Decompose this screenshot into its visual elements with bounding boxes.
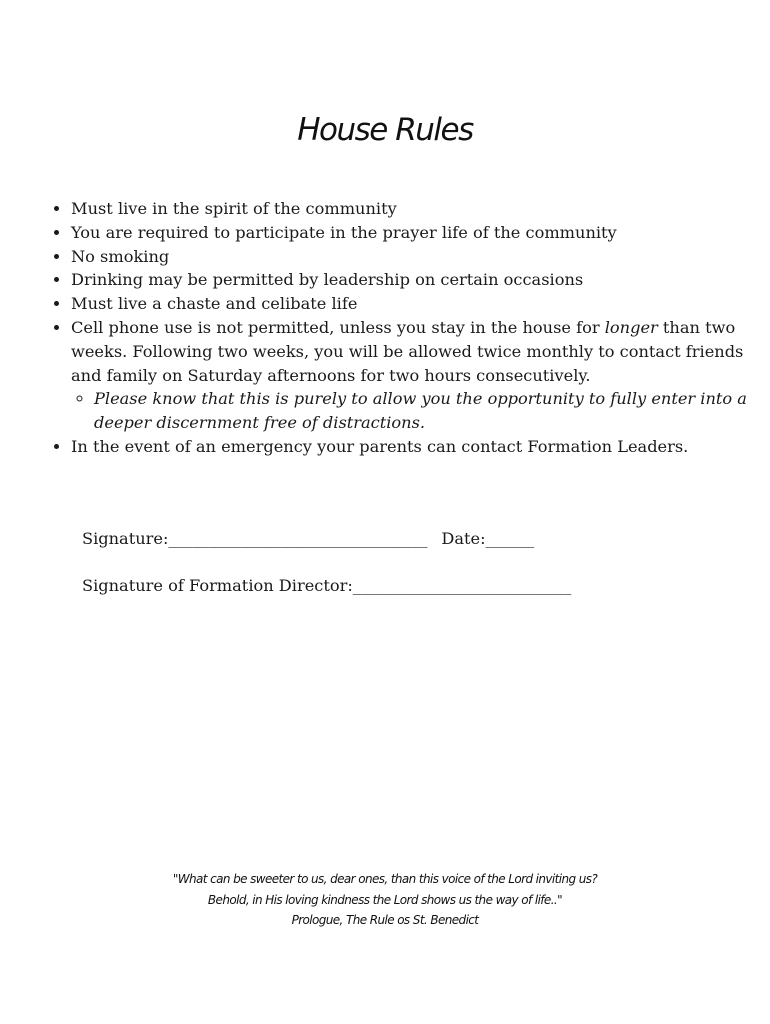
signature-field[interactable]: Signature:________________________________ — [82, 529, 428, 548]
list-item: • Must live in the spirit of the community — [71, 197, 751, 221]
sub-list — [71, 387, 751, 435]
page-title: House Rules — [297, 112, 473, 148]
cell-rule-text-start: Cell phone use is not permitted, unless you stay in the house for — [71, 317, 605, 337]
cell-rule-text-end: than two weeks. Following two weeks, you will be allowed twice monthly to contact friends and family on Saturday afternoons for two hours consecutively. — [71, 317, 744, 385]
list-item-cell-phone — [71, 316, 751, 435]
sub-list-item: ◦ Please know that this is purely to allow you the opportunity to fully enter into a deeper discernment free of distractions. — [94, 387, 751, 435]
quote-line-2: Behold, in His loving kindness the Lord shows us the way of life.." — [207, 892, 563, 907]
footer-quote — [0, 869, 770, 931]
signature-row — [82, 529, 534, 548]
list-item: • Drinking may be permitted by leadership on certain occasions — [71, 268, 751, 292]
list-item: • No smoking — [71, 245, 751, 269]
cell-rule-emphasis: longer — [604, 317, 658, 337]
quote-line-1: "What can be sweeter to us, dear ones, than this voice of the Lord inviting us? — [172, 872, 598, 886]
list-item: • Must live a chaste and celibate life — [71, 292, 751, 316]
list-item: • In the event of an emergency your parents can contact Formation Leaders. — [71, 435, 751, 459]
quote-attribution: Prologue, The Rule os St. Benedict — [291, 913, 479, 927]
director-signature-row — [82, 576, 571, 595]
list-item: • You are required to participate in the prayer life of the community — [71, 221, 751, 245]
director-signature-field[interactable]: Signature of Formation Director:___________________________ — [82, 576, 572, 595]
date-field[interactable]: Date:______ — [441, 529, 535, 548]
rules-list — [48, 197, 751, 459]
